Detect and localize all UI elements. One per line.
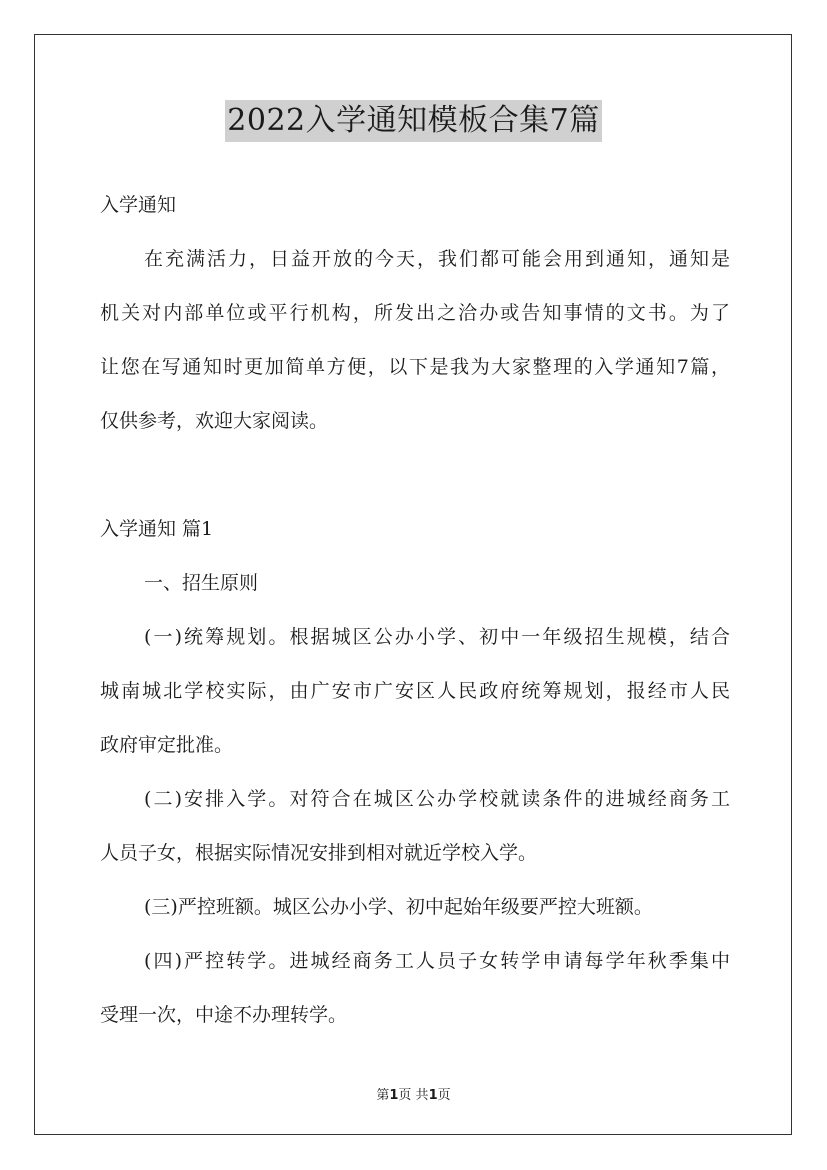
p2-line-2: 人员子女，根据实际情况安排到相对就近学校入学。 bbox=[100, 842, 538, 864]
p1-line-1: (一)统筹规划。根据城区公办小学、初中一年级招生规模，结合 bbox=[144, 626, 730, 648]
intro-line-1: 在充满活力，日益开放的今天，我们都可能会用到通知，通知是 bbox=[144, 248, 730, 270]
heading-notice: 入学通知 bbox=[100, 194, 177, 216]
title-container bbox=[0, 100, 827, 142]
page-footer bbox=[0, 1084, 827, 1103]
intro-line-3: 让您在写通知时更加简单方便，以下是我为大家整理的入学通知7篇， bbox=[100, 356, 730, 378]
p2-line-1: (二)安排入学。对符合在城区公办学校就读条件的进城经商务工 bbox=[144, 788, 730, 810]
spacer bbox=[100, 448, 730, 502]
document-title: 2022入学通知模板合集7篇 bbox=[225, 100, 601, 142]
footer-total-pages: 1 bbox=[428, 1088, 438, 1103]
heading-article-1: 入学通知 篇1 bbox=[100, 518, 214, 540]
p4-line-1: (四)严控转学。进城经商务工人员子女转学申请每学年秋季集中 bbox=[144, 950, 730, 972]
p4-line-2: 受理一次，中途不办理转学。 bbox=[100, 1004, 348, 1026]
footer-suffix: 页 bbox=[437, 1088, 451, 1103]
footer-prefix: 第 bbox=[376, 1088, 390, 1103]
intro-line-2: 机关对内部单位或平行机构，所发出之洽办或告知事情的文书。为了 bbox=[100, 302, 730, 324]
section-heading: 一、招生原则 bbox=[144, 572, 259, 594]
p3-line-1: (三)严控班额。城区公办小学、初中起始年级要严控大班额。 bbox=[144, 896, 653, 918]
footer-page-number: 1 bbox=[389, 1088, 399, 1103]
p1-line-3: 政府审定批准。 bbox=[100, 734, 234, 756]
document-body bbox=[100, 178, 730, 1042]
intro-line-4: 仅供参考，欢迎大家阅读。 bbox=[100, 410, 329, 432]
footer-mid: 页 共 bbox=[398, 1088, 429, 1103]
p1-line-2: 城南城北学校实际，由广安市广安区人民政府统筹规划，报经市人民 bbox=[100, 680, 730, 702]
